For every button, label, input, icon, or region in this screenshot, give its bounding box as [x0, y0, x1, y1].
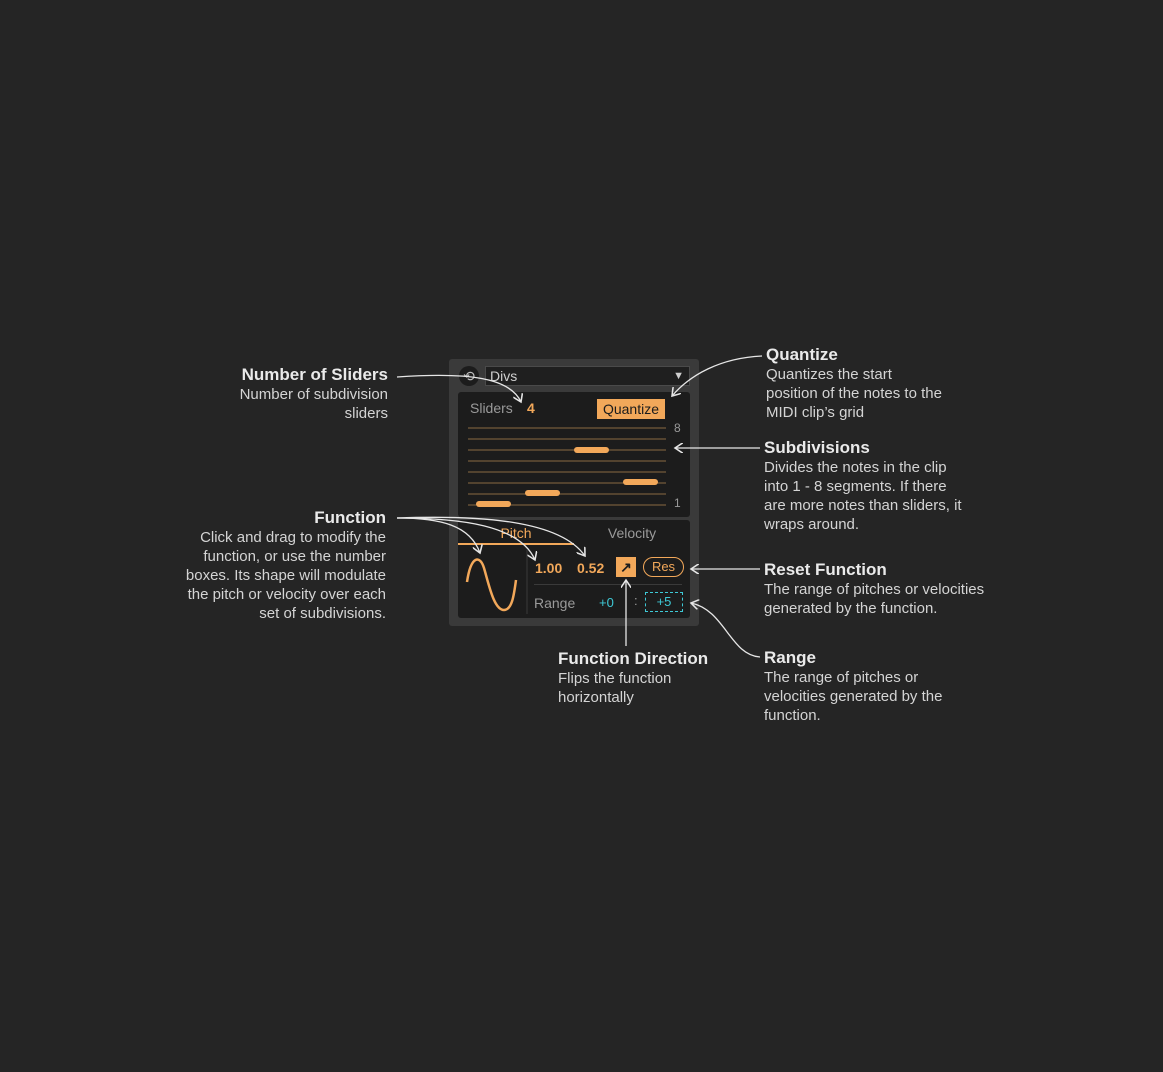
arrow-up-right-icon: ↗ — [620, 559, 632, 575]
arrow-number-of-sliders — [397, 375, 521, 402]
arrow-function-curve — [397, 518, 480, 553]
annotation-desc-line: Quantizes the start — [766, 366, 892, 383]
annotation-desc-line: boxes. Its shape will modulate — [185, 567, 386, 584]
annotation-title: Range — [764, 648, 816, 667]
function-value-2[interactable]: 0.52 — [577, 560, 605, 576]
annotation-desc-line: into 1 - 8 segments. If there — [764, 478, 947, 495]
annotation-desc-line: Number of subdivision — [239, 386, 388, 403]
annotation-desc-line: function. — [764, 707, 821, 724]
annotation-quantize — [766, 345, 942, 422]
annotation-desc-line: Divides the notes in the clip — [764, 459, 947, 476]
annotation-desc-line: are more notes than sliders, it — [764, 497, 962, 514]
annotation-title: Quantize — [766, 345, 838, 364]
annotation-function — [186, 508, 386, 623]
arrow-function-value-2 — [397, 517, 585, 556]
scale-bottom-label: 1 — [674, 496, 681, 510]
function-value-1[interactable]: 1.00 — [535, 560, 563, 576]
annotation-desc-line: generated by the function. — [764, 600, 938, 617]
annotation-title: Function — [314, 508, 386, 527]
annotation-desc-line: MIDI clip’s grid — [766, 404, 865, 421]
sliders-count-box[interactable]: 4 — [527, 400, 535, 416]
range-label: Range — [534, 595, 576, 611]
refresh-icon[interactable]: ⟲ — [459, 366, 479, 386]
annotation-number-of-sliders — [240, 365, 388, 423]
arrow-quantize — [672, 356, 762, 396]
sliders-label: Sliders — [470, 400, 513, 416]
reset-button[interactable]: Res — [643, 557, 684, 577]
annotation-desc-line: the pitch or velocity over each — [187, 586, 386, 603]
quantize-button[interactable]: Quantize — [597, 399, 665, 419]
annotation-reset-function — [764, 560, 984, 618]
arrow-function-value-1 — [397, 518, 535, 560]
annotation-function-direction — [558, 649, 708, 707]
annotation-desc-line: wraps around. — [764, 516, 860, 533]
chevron-down-icon: ▼ — [673, 370, 684, 382]
annotation-title: Function Direction — [558, 649, 709, 668]
annotation-subdivisions — [764, 438, 962, 534]
tab-pitch[interactable]: Pitch — [458, 520, 574, 545]
annotation-desc-line: velocities generated by the — [764, 688, 943, 705]
scale-top-label: 8 — [674, 421, 681, 435]
annotation-title: Reset Function — [764, 560, 887, 579]
range-low-box[interactable]: +0 — [599, 595, 614, 610]
dropdown-value: Divs — [490, 368, 518, 384]
annotation-desc-line: The range of pitches or — [764, 669, 919, 686]
annotation-desc-line: horizontally — [558, 689, 634, 706]
annotation-desc-line: position of the notes to the — [766, 385, 942, 402]
annotation-desc-line: set of subdivisions. — [259, 605, 386, 622]
annotation-title: Number of Sliders — [241, 365, 388, 384]
tab-velocity[interactable]: Velocity — [607, 525, 657, 541]
annotation-desc-line: Click and drag to modify the — [200, 529, 386, 546]
annotation-desc-line: Flips the function — [558, 670, 672, 687]
annotation-desc-line: The range of pitches or velocities — [764, 581, 985, 598]
annotation-title: Subdivisions — [764, 438, 870, 457]
range-high-box[interactable]: +5 — [645, 592, 683, 612]
annotation-desc-line: function, or use the number — [203, 548, 386, 565]
annotation-desc-line: sliders — [344, 405, 388, 422]
annotation-range — [764, 648, 942, 725]
range-separator: : — [634, 593, 638, 608]
